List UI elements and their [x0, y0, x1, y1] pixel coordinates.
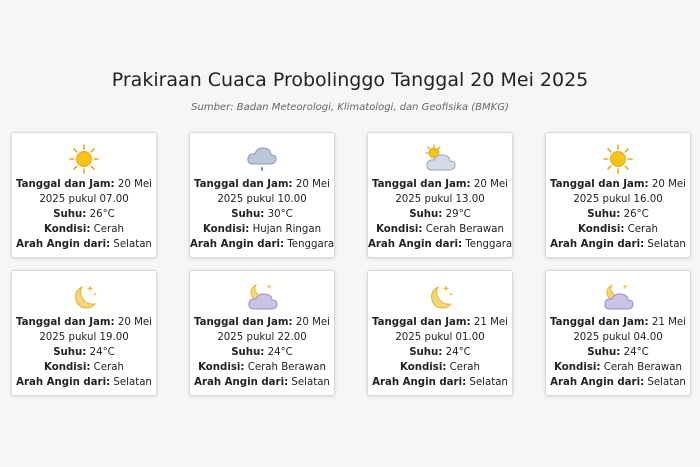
- datetime-line-1: [12, 315, 156, 330]
- moon-icon: [423, 282, 457, 312]
- datetime-value-2: 2025 pukul 10.00: [217, 194, 307, 205]
- datetime-value-1: 21 Mei: [473, 317, 508, 328]
- wind-value: Selatan: [113, 377, 152, 388]
- temp-line: [368, 345, 512, 360]
- wind-label: Arah Angin dari:: [194, 377, 289, 388]
- datetime-line-2: [368, 330, 512, 345]
- datetime-label: Tanggal dan Jam:: [16, 179, 115, 190]
- wind-value: Selatan: [647, 377, 686, 388]
- datetime-label: Tanggal dan Jam:: [550, 317, 649, 328]
- datetime-value-2: 2025 pukul 16.00: [573, 194, 663, 205]
- condition-label: Kondisi:: [44, 224, 91, 235]
- forecast-card: [189, 132, 335, 258]
- forecast-card: [189, 270, 335, 396]
- forecast-card: [11, 132, 157, 258]
- temp-label: Suhu:: [409, 209, 443, 220]
- forecast-card: [367, 270, 513, 396]
- wind-value: Tenggara: [287, 239, 335, 250]
- condition-line: [12, 360, 156, 375]
- datetime-line-2: [12, 192, 156, 207]
- moon-cloud-icon: [601, 282, 635, 312]
- temp-label: Suhu:: [587, 347, 621, 358]
- temp-label: Suhu:: [231, 347, 265, 358]
- datetime-line-2: [12, 330, 156, 345]
- datetime-line-2: [546, 330, 690, 345]
- temp-label: Suhu:: [409, 347, 443, 358]
- datetime-line-2: [546, 192, 690, 207]
- wind-label: Arah Angin dari:: [190, 239, 285, 250]
- sun-icon: [601, 144, 635, 174]
- datetime-value-1: 20 Mei: [295, 317, 330, 328]
- temp-value: 24°C: [89, 347, 115, 358]
- temp-line: [546, 207, 690, 222]
- temp-label: Suhu:: [53, 209, 87, 220]
- wind-value: Selatan: [469, 377, 508, 388]
- temp-value: 29°C: [445, 209, 471, 220]
- datetime-value-1: 20 Mei: [473, 179, 508, 190]
- condition-value: Cerah Berawan: [425, 224, 504, 235]
- sun-icon: [67, 144, 101, 174]
- wind-label: Arah Angin dari:: [550, 377, 645, 388]
- condition-label: Kondisi:: [376, 224, 423, 235]
- datetime-value-2: 2025 pukul 19.00: [39, 332, 129, 343]
- datetime-line-1: [12, 177, 156, 192]
- wind-value: Selatan: [113, 239, 152, 250]
- datetime-line-1: [546, 315, 690, 330]
- datetime-value-2: 2025 pukul 22.00: [217, 332, 307, 343]
- datetime-value-1: 20 Mei: [295, 179, 330, 190]
- datetime-label: Tanggal dan Jam:: [194, 179, 293, 190]
- datetime-value-1: 21 Mei: [651, 317, 686, 328]
- condition-line: [190, 222, 334, 237]
- datetime-line-2: [190, 192, 334, 207]
- moon-icon: [67, 282, 101, 312]
- condition-line: [12, 222, 156, 237]
- condition-label: Kondisi:: [400, 362, 447, 373]
- condition-value: Cerah: [93, 224, 124, 235]
- datetime-label: Tanggal dan Jam:: [372, 179, 471, 190]
- forecast-card: [545, 132, 691, 258]
- wind-label: Arah Angin dari:: [372, 377, 467, 388]
- wind-line: [190, 375, 334, 390]
- rain-cloud-icon: [245, 144, 279, 174]
- datetime-value-1: 20 Mei: [117, 317, 152, 328]
- datetime-line-1: [368, 177, 512, 192]
- condition-value: Hujan Ringan: [252, 224, 322, 235]
- forecast-card: [11, 270, 157, 396]
- page-title: Prakiraan Cuaca Probolinggo Tanggal 20 Mei 2025: [111, 69, 589, 91]
- condition-value: Cerah: [93, 362, 124, 373]
- wind-line: [12, 237, 156, 252]
- wind-line: [546, 237, 690, 252]
- temp-line: [546, 345, 690, 360]
- condition-value: Cerah: [449, 362, 480, 373]
- condition-line: [368, 222, 512, 237]
- condition-label: Kondisi:: [202, 224, 250, 235]
- condition-line: [368, 360, 512, 375]
- temp-value: 26°C: [89, 209, 115, 220]
- datetime-label: Tanggal dan Jam:: [550, 179, 649, 190]
- wind-line: [190, 237, 334, 252]
- wind-line: [368, 237, 512, 252]
- condition-label: Kondisi:: [44, 362, 91, 373]
- datetime-label: Tanggal dan Jam:: [16, 317, 115, 328]
- condition-label: Kondisi:: [198, 362, 245, 373]
- condition-line: [546, 360, 690, 375]
- wind-label: Arah Angin dari:: [550, 239, 645, 250]
- datetime-line-2: [190, 330, 334, 345]
- temp-value: 30°C: [267, 209, 293, 220]
- datetime-line-1: [368, 315, 512, 330]
- moon-cloud-icon: [245, 282, 279, 312]
- temp-line: [12, 345, 156, 360]
- forecast-card: [545, 270, 691, 396]
- condition-value: Cerah Berawan: [603, 362, 682, 373]
- temp-label: Suhu:: [587, 209, 621, 220]
- temp-line: [190, 207, 334, 222]
- source-note: Sumber: Badan Meteorologi, Klimatologi, dan Geofisika (BMKG): [191, 102, 509, 113]
- temp-value: 24°C: [623, 347, 649, 358]
- condition-line: [190, 360, 334, 375]
- condition-label: Kondisi:: [554, 362, 601, 373]
- sun-cloud-icon: [423, 144, 457, 174]
- wind-value: Selatan: [291, 377, 330, 388]
- temp-line: [12, 207, 156, 222]
- forecast-grid: [11, 132, 691, 396]
- temp-value: 24°C: [445, 347, 471, 358]
- datetime-line-1: [190, 177, 334, 192]
- temp-line: [368, 207, 512, 222]
- condition-value: Cerah Berawan: [247, 362, 326, 373]
- condition-label: Kondisi:: [578, 224, 625, 235]
- wind-line: [546, 375, 690, 390]
- datetime-line-1: [190, 315, 334, 330]
- datetime-value-2: 2025 pukul 13.00: [395, 194, 485, 205]
- temp-value: 26°C: [623, 209, 649, 220]
- datetime-value-2: 2025 pukul 04.00: [573, 332, 663, 343]
- condition-line: [546, 222, 690, 237]
- forecast-card: [367, 132, 513, 258]
- datetime-value-1: 20 Mei: [117, 179, 152, 190]
- datetime-label: Tanggal dan Jam:: [194, 317, 293, 328]
- datetime-value-1: 20 Mei: [651, 179, 686, 190]
- temp-label: Suhu:: [231, 209, 265, 220]
- datetime-value-2: 2025 pukul 01.00: [395, 332, 485, 343]
- wind-line: [12, 375, 156, 390]
- wind-label: Arah Angin dari:: [368, 239, 463, 250]
- datetime-line-1: [546, 177, 690, 192]
- wind-label: Arah Angin dari:: [16, 239, 111, 250]
- wind-label: Arah Angin dari:: [16, 377, 111, 388]
- wind-line: [368, 375, 512, 390]
- wind-value: Selatan: [647, 239, 686, 250]
- temp-line: [190, 345, 334, 360]
- wind-value: Tenggara: [465, 239, 513, 250]
- temp-label: Suhu:: [53, 347, 87, 358]
- datetime-label: Tanggal dan Jam:: [372, 317, 471, 328]
- datetime-value-2: 2025 pukul 07.00: [39, 194, 129, 205]
- condition-value: Cerah: [627, 224, 658, 235]
- datetime-line-2: [368, 192, 512, 207]
- temp-value: 24°C: [267, 347, 293, 358]
